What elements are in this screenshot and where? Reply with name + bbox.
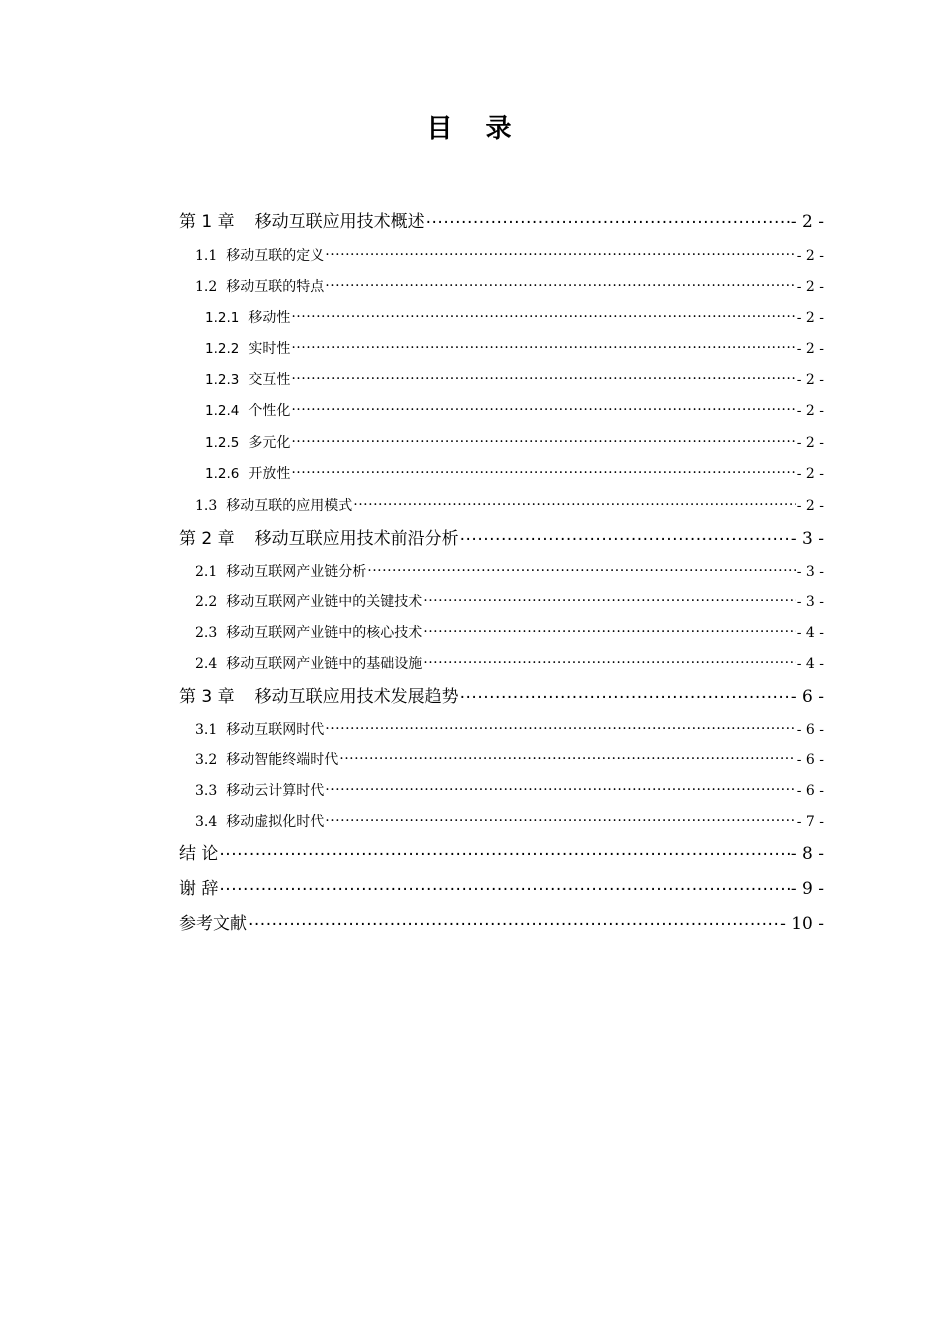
toc-entry[interactable] [195,718,824,742]
toc-entry[interactable] [195,652,824,676]
toc-entry-number: 1.2.5 [205,435,240,451]
toc-entry-page-number: - 8 - [790,844,824,864]
toc-entry-page-number: - 2 - [796,372,824,388]
toc-entry-number: 1.2.2 [205,341,240,357]
toc-entry[interactable] [179,842,824,866]
toc-entry-number: 2.4 [195,656,218,672]
toc-entry[interactable] [179,527,824,551]
toc-entry-page-number: - 2 - [790,212,824,232]
toc-entry[interactable] [195,275,824,299]
toc-leader-dots [291,401,795,415]
toc-entry[interactable] [195,748,824,772]
toc-entry-number: 第 2 章 [179,529,235,549]
toc-entry-page-number: - 2 - [796,279,824,295]
toc-entry-page-number: - 6 - [796,752,824,768]
toc-entry[interactable] [195,810,824,834]
toc-entry[interactable] [205,337,824,361]
toc-entry[interactable] [195,560,824,584]
toc-leader-dots [426,210,790,227]
toc-leader-dots [460,527,790,544]
toc-entry-label: 多元化 [248,435,291,451]
toc-entry-number: 1.2.1 [205,310,240,326]
toc-entry-number: 3.3 [195,783,218,799]
toc-entry[interactable] [195,244,824,268]
toc-entry-label: 移动性 [248,310,291,326]
toc-entry-label: 移动虚拟化时代 [226,814,325,830]
toc-entry-number: 1.2.6 [205,466,240,482]
toc-entry-page-number: - 6 - [790,687,824,707]
toc-entry-label: 谢 辞 [179,879,219,899]
toc-entry-page-number: - 2 - [796,248,824,264]
toc-entry-page-number: - 2 - [796,435,824,451]
toc-entry-page-number: - 2 - [796,310,824,326]
toc-entry-label: 移动互联网产业链中的关键技术 [226,594,423,610]
toc-entry-label: 移动互联应用技术前沿分析 [254,529,459,549]
toc-entry-label: 结 论 [179,844,219,864]
toc-leader-dots [423,623,795,637]
toc-entry-number: 2.1 [195,564,218,580]
toc-entry[interactable] [205,306,824,330]
toc-entry-page-number: - 6 - [796,722,824,738]
toc-entry-page-number: - 3 - [796,594,824,610]
toc-entry-label: 移动互联的特点 [226,279,325,295]
toc-entry-page-number: - 6 - [796,783,824,799]
toc-entry-number: 1.1 [195,248,218,264]
toc-leader-dots [325,720,795,734]
toc-entry[interactable] [179,210,824,234]
toc-leader-dots [325,812,795,826]
toc-title: 目 录 [426,114,524,144]
toc-entry-label: 移动互联的定义 [226,248,325,264]
toc-entry[interactable] [195,494,824,518]
toc-leader-dots [219,842,789,859]
toc-leader-dots [325,246,795,260]
toc-entry-number: 3.1 [195,722,218,738]
toc-leader-dots [423,654,795,668]
toc-entry[interactable] [179,877,824,901]
toc-entry-label: 移动互联网产业链中的基础设施 [226,656,423,672]
toc-entry-page-number: - 7 - [796,814,824,830]
toc-entry-label: 移动互联应用技术概述 [254,212,425,232]
toc-leader-dots [339,750,795,764]
toc-entry[interactable] [179,685,824,709]
toc-leader-dots [460,685,790,702]
toc-leader-dots [353,496,795,510]
toc-entry-page-number: - 3 - [796,564,824,580]
toc-leader-dots [367,562,795,576]
toc-leader-dots [291,370,795,384]
toc-entry-number: 2.2 [195,594,218,610]
toc-entry[interactable] [195,621,824,645]
toc-entry-label: 移动互联网产业链中的核心技术 [226,625,423,641]
toc-entry-number: 3.2 [195,752,218,768]
toc-leader-dots [291,339,795,353]
toc-entry-number: 2.3 [195,625,218,641]
toc-entry-page-number: - 9 - [790,879,824,899]
toc-entry[interactable] [205,462,824,486]
toc-entry-label: 移动互联的应用模式 [226,498,353,514]
toc-entry-label: 开放性 [248,466,291,482]
toc-entry-number: 第 3 章 [179,687,235,707]
toc-leader-dots [291,464,795,478]
toc-entry[interactable] [205,431,824,455]
toc-entry-page-number: - 2 - [796,466,824,482]
toc-leader-dots [423,592,795,606]
toc-leader-dots [325,277,795,291]
toc-entry[interactable] [205,399,824,423]
toc-entry-label: 移动云计算时代 [226,783,325,799]
toc-entry-page-number: - 2 - [796,403,824,419]
toc-entry[interactable] [179,912,824,936]
toc-entry[interactable] [205,368,824,392]
toc-leader-dots [219,877,789,894]
toc-entry-page-number: - 10 - [780,914,824,934]
toc-entry-label: 交互性 [248,372,291,388]
toc-entry-number: 1.2 [195,279,218,295]
toc-entry-page-number: - 2 - [796,341,824,357]
toc-entry-page-number: - 4 - [796,656,824,672]
toc-entry-number: 3.4 [195,814,218,830]
toc-entry-label: 实时性 [248,341,291,357]
toc-entry-label: 移动互联应用技术发展趋势 [254,687,459,707]
toc-entry-page-number: - 4 - [796,625,824,641]
toc-entry-label: 移动智能终端时代 [226,752,339,768]
toc-leader-dots [291,433,795,447]
toc-entry-number: 1.2.4 [205,403,240,419]
toc-leader-dots [291,308,795,322]
toc-entry-label: 移动互联网时代 [226,722,325,738]
toc-entry[interactable] [195,590,824,614]
toc-leader-dots [325,781,795,795]
toc-entry-number: 1.3 [195,498,218,514]
toc-entry-number: 1.2.3 [205,372,240,388]
toc-entry-page-number: - 3 - [790,529,824,549]
toc-entry-label: 移动互联网产业链分析 [226,564,367,580]
toc-entry-label: 个性化 [248,403,291,419]
toc-entry-label: 参考文献 [179,914,247,934]
toc-entry-page-number: - 2 - [796,498,824,514]
toc-leader-dots [248,912,779,929]
toc-entry[interactable] [195,779,824,803]
toc-entry-number: 第 1 章 [179,212,235,232]
